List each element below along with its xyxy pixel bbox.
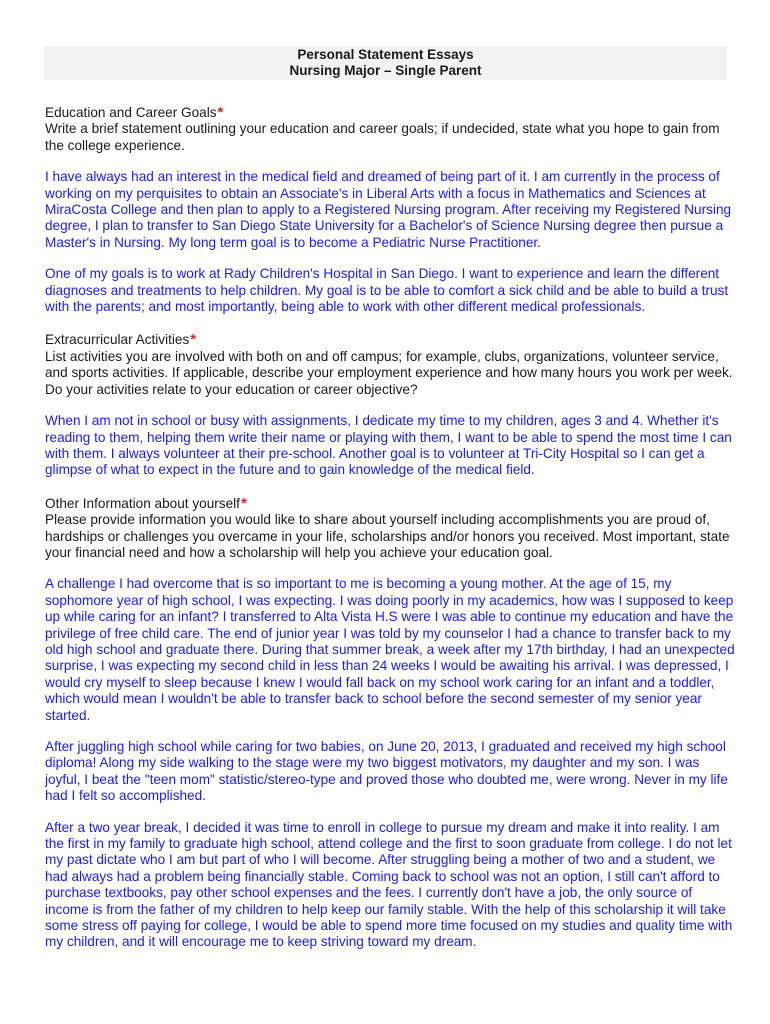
document-body bbox=[45, 105, 735, 951]
required-asterisk-icon: * bbox=[217, 104, 224, 121]
required-asterisk-icon: * bbox=[190, 331, 197, 349]
required-asterisk-icon: * bbox=[240, 494, 247, 512]
section-education-career bbox=[45, 105, 735, 315]
section-extracurricular bbox=[45, 332, 735, 478]
answer-paragraph: After a two year break, I decided it was time to enroll in college to pursue my dream and make it into reality. I am the first in my family to graduate high school, attend college and the first to soon graduate from college. I do not let my past dictate who I am but part of who I will become. After struggling being a mother of two and a student, we had always had a problem being financially stable. Coming back to school was not an option, I still can't afford to purchase textbooks, pay other school expenses and the fees. I currently don't have a job, the only source of income is from the father of my children to help keep our family stable. With the help of this scholarship it will take some stress off paying for college, I would be able to spend more time focused on my studies and quality time with my children, and it will encourage me to keep striving toward my dream. bbox=[45, 819, 733, 950]
document-subtitle: Nursing Major – Single Parent bbox=[289, 63, 482, 78]
section-prompt: List activities you are involved with both on and off campus; for example, clubs, organizations, volunteer service, and sports activities. If applicable, describe your employment experience and how many hours you work per week. Do your activities relate to your education or career objective? bbox=[45, 348, 733, 397]
answer-paragraph: When I am not in school or busy with assignments, I dedicate my time to my children, ages 3 and 4. Whether it's reading to them, helping them write their name or playing with them, I want to be able to spend the most time I can with them. I always volunteer at their pre-school. Another goal is to volunteer at Tri-City Hospital so I can get a glimpse of what to expect in the future and to gain knowledge of the medical field. bbox=[45, 413, 732, 478]
document-header bbox=[44, 46, 727, 80]
document-title: Personal Statement Essays bbox=[297, 47, 474, 62]
section-title: Other Information about yourself bbox=[45, 495, 240, 511]
section-prompt: Please provide information you would like to share about yourself including accomplishments you are proud of, hardships or challenges you overcame in your life, scholarships and/or honors you received. Most important, state your financial need and how a scholarship will help you achieve your education goal. bbox=[45, 512, 730, 560]
answer-paragraph: I have always had an interest in the medical field and dreamed of being part of it. I am currently in the process of working on my perquisites to obtain an Associate's in Liberal Arts with a focus in Mathematics and Sciences at MiraCosta College and then plan to apply to a Registered Nursing program. After receiving my Registered Nursing degree, I plan to transfer to San Diego State University for a Bachelor's of Science Nursing degree then pursue a Master's in Nursing. My long term goal is to become a Pediatric Nurse Practitioner. bbox=[45, 169, 732, 250]
answer-paragraph: After juggling high school while caring for two babies, on June 20, 2013, I graduated and received my high school diploma! Along my side walking to the stage were my two biggest motivators, my daughter and my son. I was joyful, I beat the "teen mom" statistic/stereo-type and proved those who doubted me, were wrong. Never in my life had I felt so accomplished. bbox=[45, 739, 728, 804]
section-other-information bbox=[45, 496, 735, 951]
answer-paragraph: A challenge I had overcome that is so important to me is becoming a young mother. At the age of 15, my sophomore year of high school, I was expecting. I was doing poorly in my academics, how was I supposed to keep up while caring for an infant? I transferred to Alta Vista H.S were I was able to continue my education and have the privilege of free child care. The end of junior year I was told by my counselor I had a chance to transfer back to my old high school and graduate there. During that summer break, a week after my 17th birthday, I had an unexpected surprise, I was expecting my second child in less than 24 weeks I would be awaiting his arrival. I was depressed, I would cry myself to sleep because I knew I would fall back on my school work caring for an infant and a toddler, which would mean I wouldn't be able to transfer back to school before the second semester of my senior year started. bbox=[45, 576, 735, 723]
section-title: Education and Career Goals bbox=[45, 105, 217, 120]
section-title: Extracurricular Activities bbox=[45, 332, 190, 348]
section-prompt: Write a brief statement outlining your education and career goals; if undecided, state what you hope to gain from the college experience. bbox=[45, 121, 720, 153]
answer-paragraph: One of my goals is to work at Rady Children's Hospital in San Diego. I want to experience and learn the different diagnoses and treatments to help children. My goal is to be able to comfort a sick child and be able to build a trust with the parents; and most importantly, being able to work with other different medical professionals. bbox=[45, 266, 729, 315]
